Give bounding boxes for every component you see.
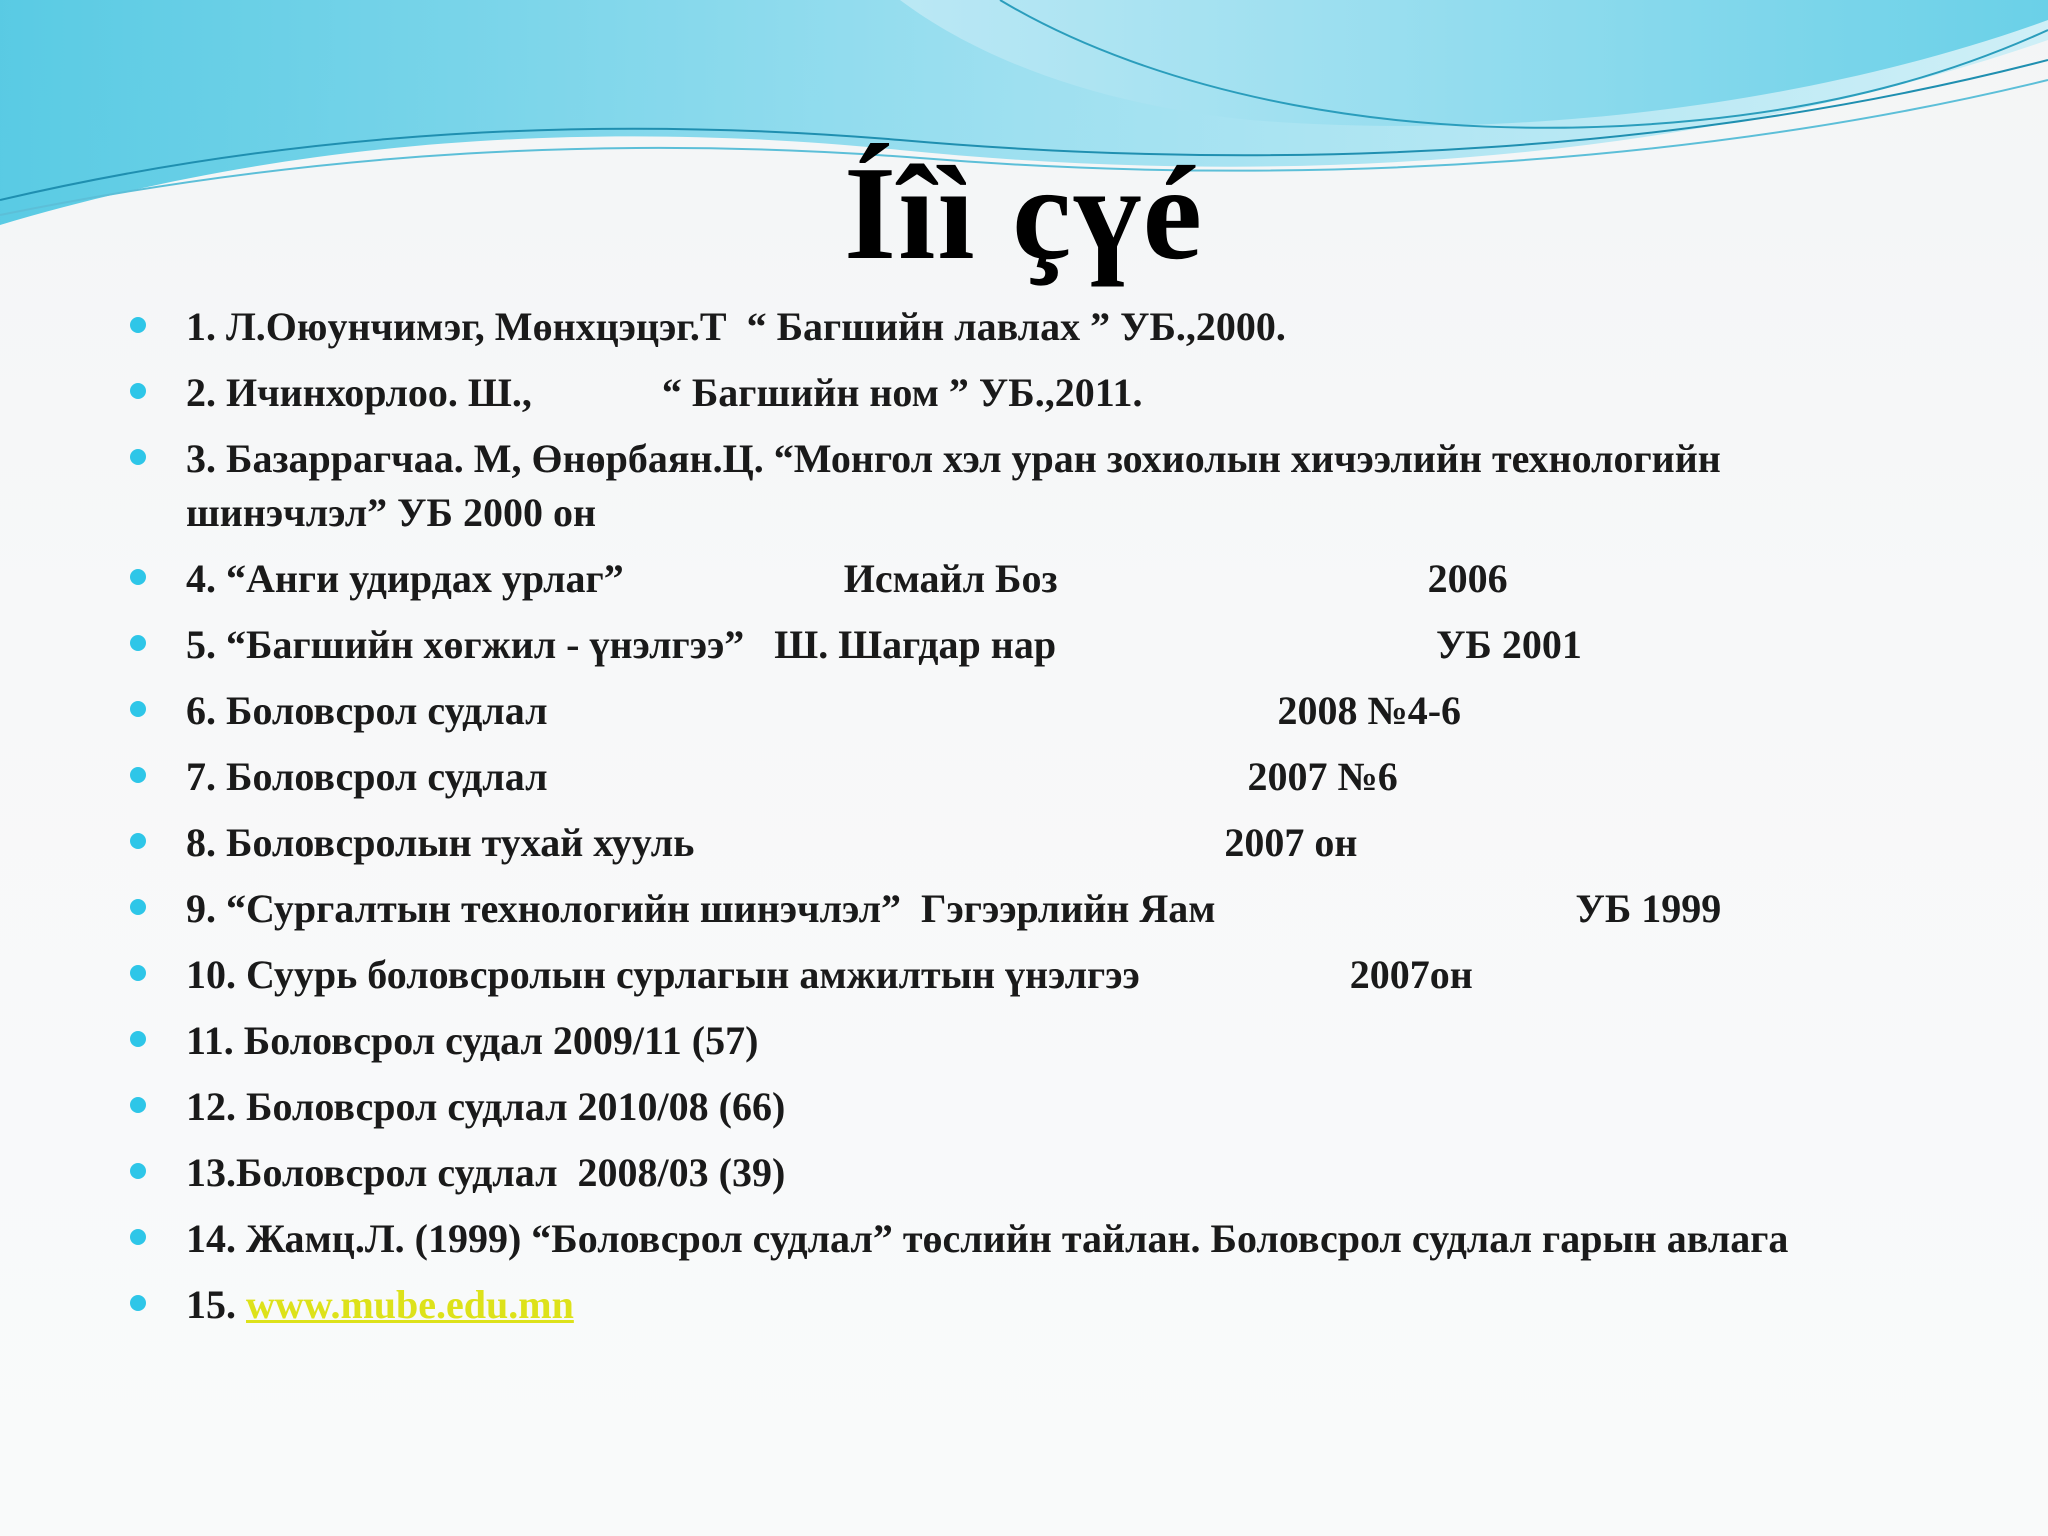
list-item (130, 1014, 1890, 1068)
bullet-icon (130, 965, 146, 981)
bullet-icon (130, 635, 146, 651)
list-item (130, 684, 1890, 738)
list-item (130, 366, 1890, 420)
bullet-icon (130, 1163, 146, 1179)
list-item (130, 1278, 1890, 1332)
list-item (130, 552, 1890, 606)
reference-text: 10. Суурь боловсролын сурлагын амжилтын үнэлгээ 2007он (186, 952, 1473, 997)
reference-text: 8. Боловсролын тухай хууль 2007 он (186, 820, 1358, 865)
list-item (130, 300, 1890, 354)
reference-text: 12. Боловсрол судлал 2010/08 (66) (186, 1084, 786, 1129)
bullet-icon (130, 1031, 146, 1047)
list-item (130, 432, 1890, 540)
slide-title: Íîì çүé (843, 139, 1205, 287)
reference-text: 5. “Багшийн хөгжил - үнэлгээ” Ш. Шагдар нар УБ 2001 (186, 622, 1582, 667)
bullet-icon (130, 1295, 146, 1311)
bullet-icon (130, 383, 146, 399)
bullet-icon (130, 317, 146, 333)
reference-text: 3. Базаррагчаа. М, Өнөрбаян.Ц. “Монгол хэл уран зохиолын хичээлийн технологийн шинэчлэл” УБ 2000 он (186, 436, 1731, 535)
reference-text: 6. Боловсрол судлал 2008 №4-6 (186, 688, 1462, 733)
reference-text: 7. Боловсрол судлал 2007 №6 (186, 754, 1398, 799)
reference-text: 2. Ичинхорлоо. Ш., “ Багшийн ном ” УБ.,2011. (186, 370, 1143, 415)
bullet-icon (130, 833, 146, 849)
list-item (130, 882, 1890, 936)
bullet-icon (130, 701, 146, 717)
bullet-icon (130, 767, 146, 783)
reference-number: 15. (186, 1282, 246, 1327)
bullet-icon (130, 569, 146, 585)
reference-text: 13.Боловсрол судлал 2008/03 (39) (186, 1150, 786, 1195)
reference-text: 11. Боловсрол судал 2009/11 (57) (186, 1018, 759, 1063)
reference-text: 9. “Сургалтын технологийн шинэчлэл” Гэгээрлийн Яам УБ 1999 (186, 886, 1722, 931)
list-item (130, 1212, 1890, 1266)
list-item (130, 1146, 1890, 1200)
reference-text: 1. Л.Оюунчимэг, Мөнхцэцэг.Т “ Багшийн лавлах ” УБ.,2000. (186, 304, 1286, 349)
list-item (130, 948, 1890, 1002)
reference-text: 4. “Анги удирдах урлаг” Исмайл Боз 2006 (186, 556, 1508, 601)
list-item (130, 750, 1890, 804)
list-item (130, 618, 1890, 672)
reference-text: 14. Жамц.Л. (1999) “Боловсрол судлал” төслийн тайлан. Боловсрол судлал гарын авлага (186, 1216, 1789, 1261)
list-item (130, 1080, 1890, 1134)
bullet-icon (130, 899, 146, 915)
list-item (130, 816, 1890, 870)
reference-link[interactable]: www.mube.edu.mn (246, 1282, 574, 1327)
reference-list (130, 300, 1890, 1344)
bullet-icon (130, 449, 146, 465)
bullet-icon (130, 1097, 146, 1113)
bullet-icon (130, 1229, 146, 1245)
